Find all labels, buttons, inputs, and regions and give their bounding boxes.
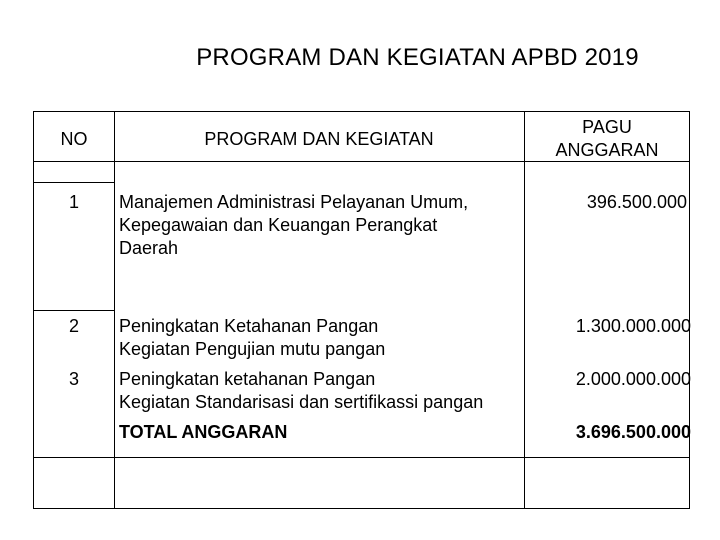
program-line: Kegiatan Standarisasi dan sertifikassi pangan xyxy=(119,392,484,412)
header-no: NO xyxy=(60,129,88,149)
row-amount: 2.000.000.000 xyxy=(575,369,691,389)
row-program xyxy=(119,368,524,414)
row-amount: 1.300.000.000 xyxy=(575,316,691,336)
page-title: PROGRAM DAN KEGIATAN APBD 2019 xyxy=(196,44,639,71)
header-pagu xyxy=(524,116,690,162)
total-amount: 3.696.500.000 xyxy=(575,422,691,442)
header-program: PROGRAM DAN KEGIATAN xyxy=(204,129,434,149)
row-amount: 396.500.000 xyxy=(586,192,687,212)
budget-table xyxy=(33,111,690,509)
program-line: Daerah xyxy=(119,238,179,258)
program-line: Manajemen Administrasi Pelayanan Umum, xyxy=(119,192,469,212)
row-program xyxy=(119,191,519,260)
row-no: 1 xyxy=(68,192,79,212)
total-label: TOTAL ANGGARAN xyxy=(119,422,288,442)
column-divider xyxy=(524,112,525,508)
column-divider xyxy=(114,112,115,508)
program-line: Kegiatan Pengujian mutu pangan xyxy=(119,339,386,359)
row-divider xyxy=(34,310,114,311)
program-line: Peningkatan Ketahanan Pangan xyxy=(119,316,379,336)
row-divider xyxy=(34,182,114,183)
row-no: 3 xyxy=(68,369,79,389)
row-no: 2 xyxy=(68,316,79,336)
program-line: Peningkatan ketahanan Pangan xyxy=(119,369,376,389)
row-divider xyxy=(34,457,689,458)
header-pagu-line: ANGGARAN xyxy=(555,140,659,160)
row-program xyxy=(119,315,519,361)
program-line: Kepegawaian dan Keuangan Perangkat xyxy=(119,215,438,235)
header-pagu-line: PAGU xyxy=(582,117,632,137)
